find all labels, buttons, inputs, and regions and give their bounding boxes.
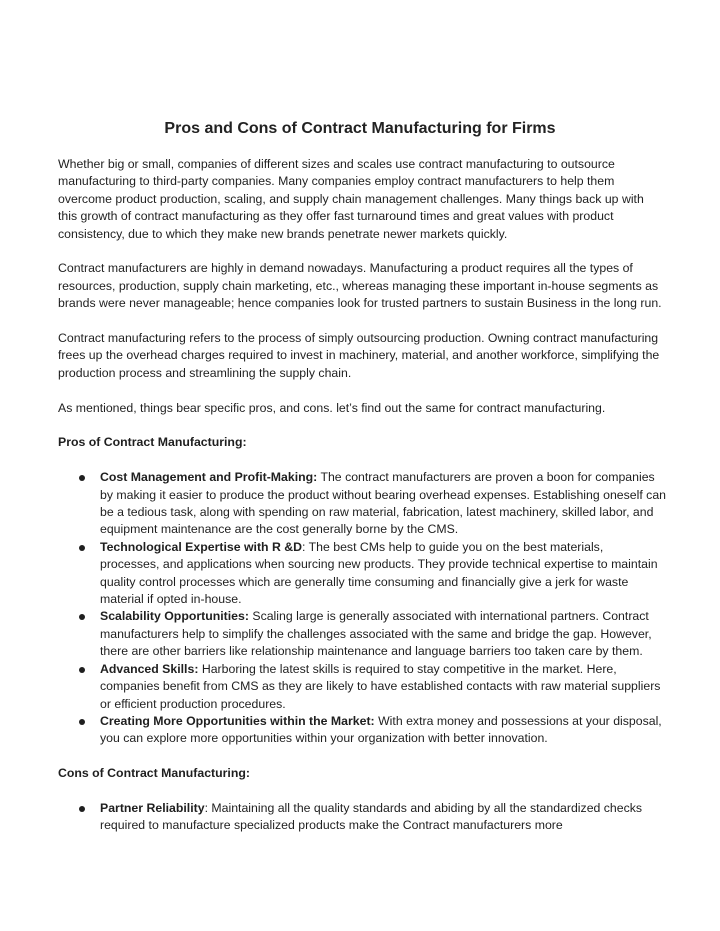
cons-list — [58, 800, 666, 835]
list-item-text: : Maintaining all the quality standards and abiding by all the standardized checks required to manufacture specialized products make the Contract manufacturers more — [100, 800, 643, 833]
list-item-term: Technological Expertise with R &D — [100, 539, 303, 554]
list-item — [58, 661, 666, 713]
pros-heading: Pros of Contract Manufacturing: — [58, 435, 247, 450]
list-item-text: With extra money and possessions at your disposal, you can explore more opportunities within your organization with better innovation. — [100, 713, 662, 746]
list-item-term: Scalability Opportunities: — [100, 609, 249, 624]
bullet-icon — [79, 806, 85, 812]
cons-heading: Cons of Contract Manufacturing: — [58, 766, 250, 781]
bullet-icon — [79, 719, 85, 725]
pros-list — [58, 469, 666, 748]
list-item-text: : The best CMs help to guide you on the best materials, processes, and applications when sourcing new products. They provide technical expertise to maintain quality control processes which are generally time consuming and financially give a jerk for waste material if opted in-house. — [100, 539, 658, 607]
paragraph-transition: As mentioned, things bear specific pros, and cons. let’s find out the same for contract manufacturing. — [58, 400, 606, 415]
bullet-icon — [79, 614, 85, 620]
list-item-text: Scaling large is generally associated with international partners. Contract manufacturers help to simplify the challenges associated with the same and bridge the gap. However, there are other barriers like relationship maintenance and language barriers too taken care by them. — [100, 609, 652, 659]
list-item — [58, 469, 666, 539]
list-item-term: Creating More Opportunities within the Market: — [100, 713, 375, 728]
list-item — [58, 608, 666, 660]
list-item — [58, 539, 666, 609]
paragraph-intro: Whether big or small, companies of different sizes and scales use contract manufacturing to outsource manufacturing to third-party companies. Many companies employ contract manufacturers to help them overcome product production, scaling, and supply chain management challenges. Many things back up with this growth of contract manufacturing as they offer fast turnaround times and great values with product consistency, due to which they make new brands penetrate newer markets quickly. — [58, 157, 644, 241]
list-item-term: Partner Reliability — [100, 800, 205, 815]
list-item-term: Cost Management and Profit-Making: — [100, 470, 318, 485]
paragraph-demand: Contract manufacturers are highly in demand nowadays. Manufacturing a product requires all the types of resources, production, supply chain marketing, etc., whereas managing these important in-house segments as brands were never manageable; hence companies look for trusted partners to sustain Business in the long run. — [58, 261, 662, 311]
bullet-icon — [79, 545, 85, 551]
bullet-icon — [79, 667, 85, 673]
bullet-icon — [79, 475, 85, 481]
list-item-text: The contract manufacturers are proven a boon for companies by making it easier to produce the product without bearing overhead expenses. Establishing oneself can be a tedious task, along with spending on raw material, fabrication, latest machinery, skilled labor, and equipment maintenance are the cost generally borne by the CMS. — [100, 470, 667, 537]
list-item — [58, 713, 666, 748]
list-item-term: Advanced Skills: — [100, 661, 199, 676]
list-item — [58, 800, 666, 835]
paragraph-definition: Contract manufacturing refers to the process of simply outsourcing production. Owning contract manufacturing frees up the overhead charges required to invest in machinery, material, and another workforce, simplifying the production process and streamlining the supply chain. — [58, 331, 660, 380]
list-item-text: Harboring the latest skills is required to stay competitive in the market. Here, companies benefit from CMS as they are likely to have established contacts with raw material suppliers or efficient production procedures. — [100, 661, 661, 711]
document-body — [58, 156, 666, 852]
document-title: Pros and Cons of Contract Manufacturing for Firms — [164, 120, 556, 137]
